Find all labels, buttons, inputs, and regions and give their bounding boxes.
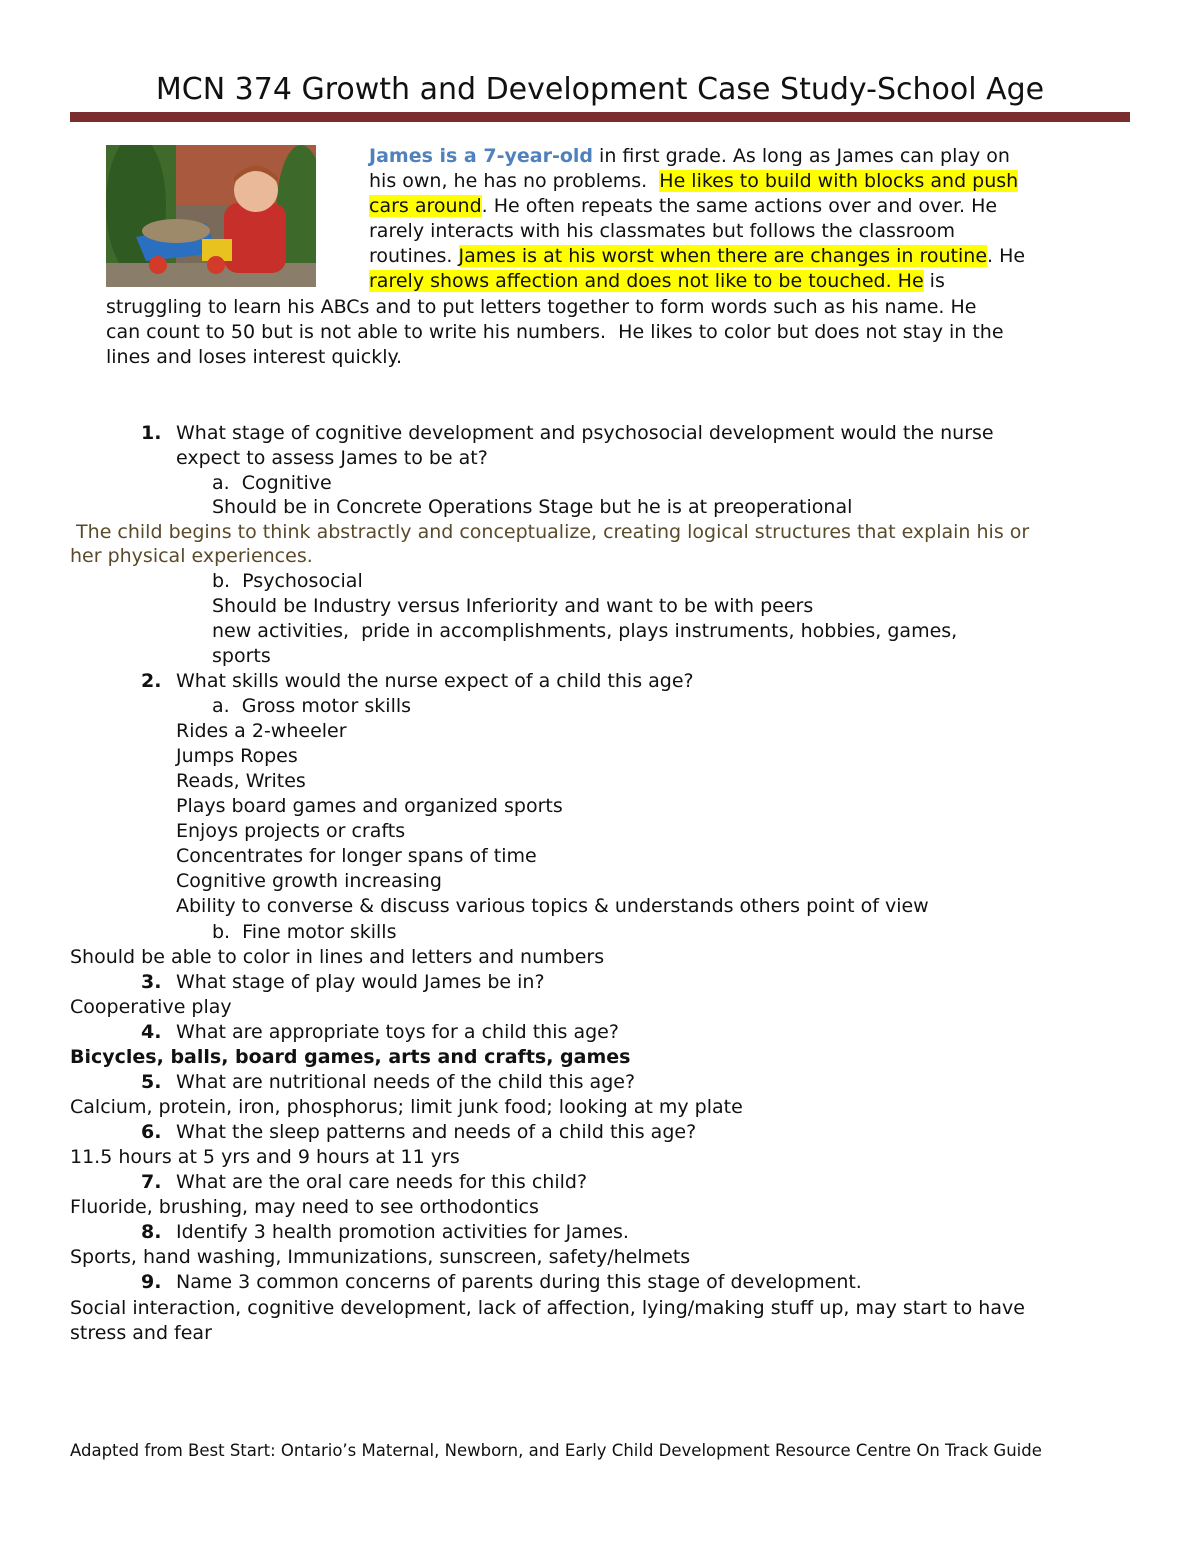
question-number: 1. — [141, 422, 162, 444]
answer-text: Should be able to color in lines and letters and numbers — [70, 946, 605, 968]
question-number: 2. — [141, 670, 162, 692]
answer-text: Fluoride, brushing, may need to see orthodontics — [70, 1196, 539, 1218]
answer-text: 11.5 hours at 5 yrs and 9 hours at 11 yrs — [70, 1146, 460, 1168]
case-text: routines. — [369, 245, 459, 267]
footer-citation: Adapted from Best Start: Ontario’s Maternal, Newborn, and Early Child Development Resource Centre On Track Guide — [70, 1441, 1042, 1460]
question-number: 4. — [141, 1021, 162, 1043]
list-item: Enjoys projects or crafts — [176, 820, 406, 842]
answer-text: Social interaction, cognitive development, lack of affection, lying/making stuff up, may start to have — [70, 1297, 1025, 1319]
sub-label: b. Fine motor skills — [212, 921, 397, 943]
case-line-8: can count to 50 but is not able to write his numbers. He likes to color but does not stay in the — [106, 321, 1004, 343]
question-text: What are the oral care needs for this child? — [176, 1171, 588, 1193]
highlight-text: He likes to build with blocks and push — [659, 170, 1019, 192]
question-text: What skills would the nurse expect of a child this age? — [176, 670, 694, 692]
list-item: Cognitive growth increasing — [176, 870, 442, 892]
list-item: Jumps Ropes — [176, 745, 298, 767]
highlight-text: rarely shows affection and does not like to be touched. He — [369, 270, 924, 292]
case-text: his own, he has no problems. — [369, 170, 660, 192]
page-title: MCN 374 Growth and Development Case Study-School Age — [155, 72, 1045, 107]
question-number: 9. — [141, 1271, 162, 1293]
question-number: 3. — [141, 971, 162, 993]
answer-text: Should be in Concrete Operations Stage but he is at preoperational — [212, 496, 853, 518]
question-number: 5. — [141, 1071, 162, 1093]
list-item: Ability to converse & discuss various topics & understands others point of view — [176, 895, 929, 917]
list-item: Reads, Writes — [176, 770, 306, 792]
case-text: is — [923, 270, 945, 292]
list-item: Concentrates for longer spans of time — [176, 845, 537, 867]
case-line-9: lines and loses interest quickly. — [106, 346, 403, 368]
answer-text: Calcium, protein, iron, phosphorus; limit junk food; looking at my plate — [70, 1096, 743, 1118]
question-text: expect to assess James to be at? — [176, 447, 488, 469]
answer-note: The child begins to think abstractly and conceptualize, creating logical structures that explain his or — [70, 521, 1030, 543]
list-item: Plays board games and organized sports — [176, 795, 563, 817]
question-number: 6. — [141, 1121, 162, 1143]
case-name-age: James is a 7-year-old — [369, 145, 593, 167]
question-text: What stage of cognitive development and psychosocial development would the nurse — [176, 422, 994, 444]
case-text: in first grade. As long as James can play on — [593, 145, 1010, 167]
case-line-7: struggling to learn his ABCs and to put letters together to form words such as his name. He — [106, 296, 977, 318]
answer-note: her physical experiences. — [70, 545, 313, 567]
question-text: Name 3 common concerns of parents during this stage of development. — [176, 1271, 862, 1293]
question-text: What the sleep patterns and needs of a child this age? — [176, 1121, 697, 1143]
title-rule — [70, 112, 1130, 122]
answer-text: stress and fear — [70, 1322, 212, 1344]
question-text: What are nutritional needs of the child this age? — [176, 1071, 636, 1093]
question-text: What are appropriate toys for a child this age? — [176, 1021, 619, 1043]
question-text: What stage of play would James be in? — [176, 971, 545, 993]
case-line-4: rarely interacts with his classmates but follows the classroom — [369, 220, 955, 242]
case-line-6 — [369, 269, 945, 294]
highlight-text: cars around — [369, 195, 482, 217]
case-line-1 — [369, 144, 1010, 169]
list-item: Rides a 2-wheeler — [176, 720, 347, 742]
sub-label: b. Psychosocial — [212, 570, 363, 592]
case-line-2 — [369, 169, 1018, 194]
case-line-5 — [369, 244, 1025, 269]
case-text: . He often repeats the same actions over and over. He — [481, 195, 998, 217]
answer-text: Sports, hand washing, Immunizations, sunscreen, safety/helmets — [70, 1246, 691, 1268]
answer-text: new activities, pride in accomplishments, plays instruments, hobbies, games, — [212, 620, 958, 642]
case-line-3 — [369, 194, 997, 219]
answer-text: Cooperative play — [70, 996, 232, 1018]
question-number: 8. — [141, 1221, 162, 1243]
sub-label: a. Gross motor skills — [212, 695, 412, 717]
question-text: Identify 3 health promotion activities for James. — [176, 1221, 629, 1243]
highlight-text: James is at his worst when there are changes in routine — [458, 245, 988, 267]
answer-text: Bicycles, balls, board games, arts and crafts, games — [70, 1046, 631, 1068]
answer-text: sports — [212, 645, 271, 667]
sub-label: a. Cognitive — [212, 472, 332, 494]
child-photo — [106, 145, 316, 287]
answer-text: Should be Industry versus Inferiority and want to be with peers — [212, 595, 814, 617]
case-text: . He — [987, 245, 1026, 267]
question-number: 7. — [141, 1171, 162, 1193]
